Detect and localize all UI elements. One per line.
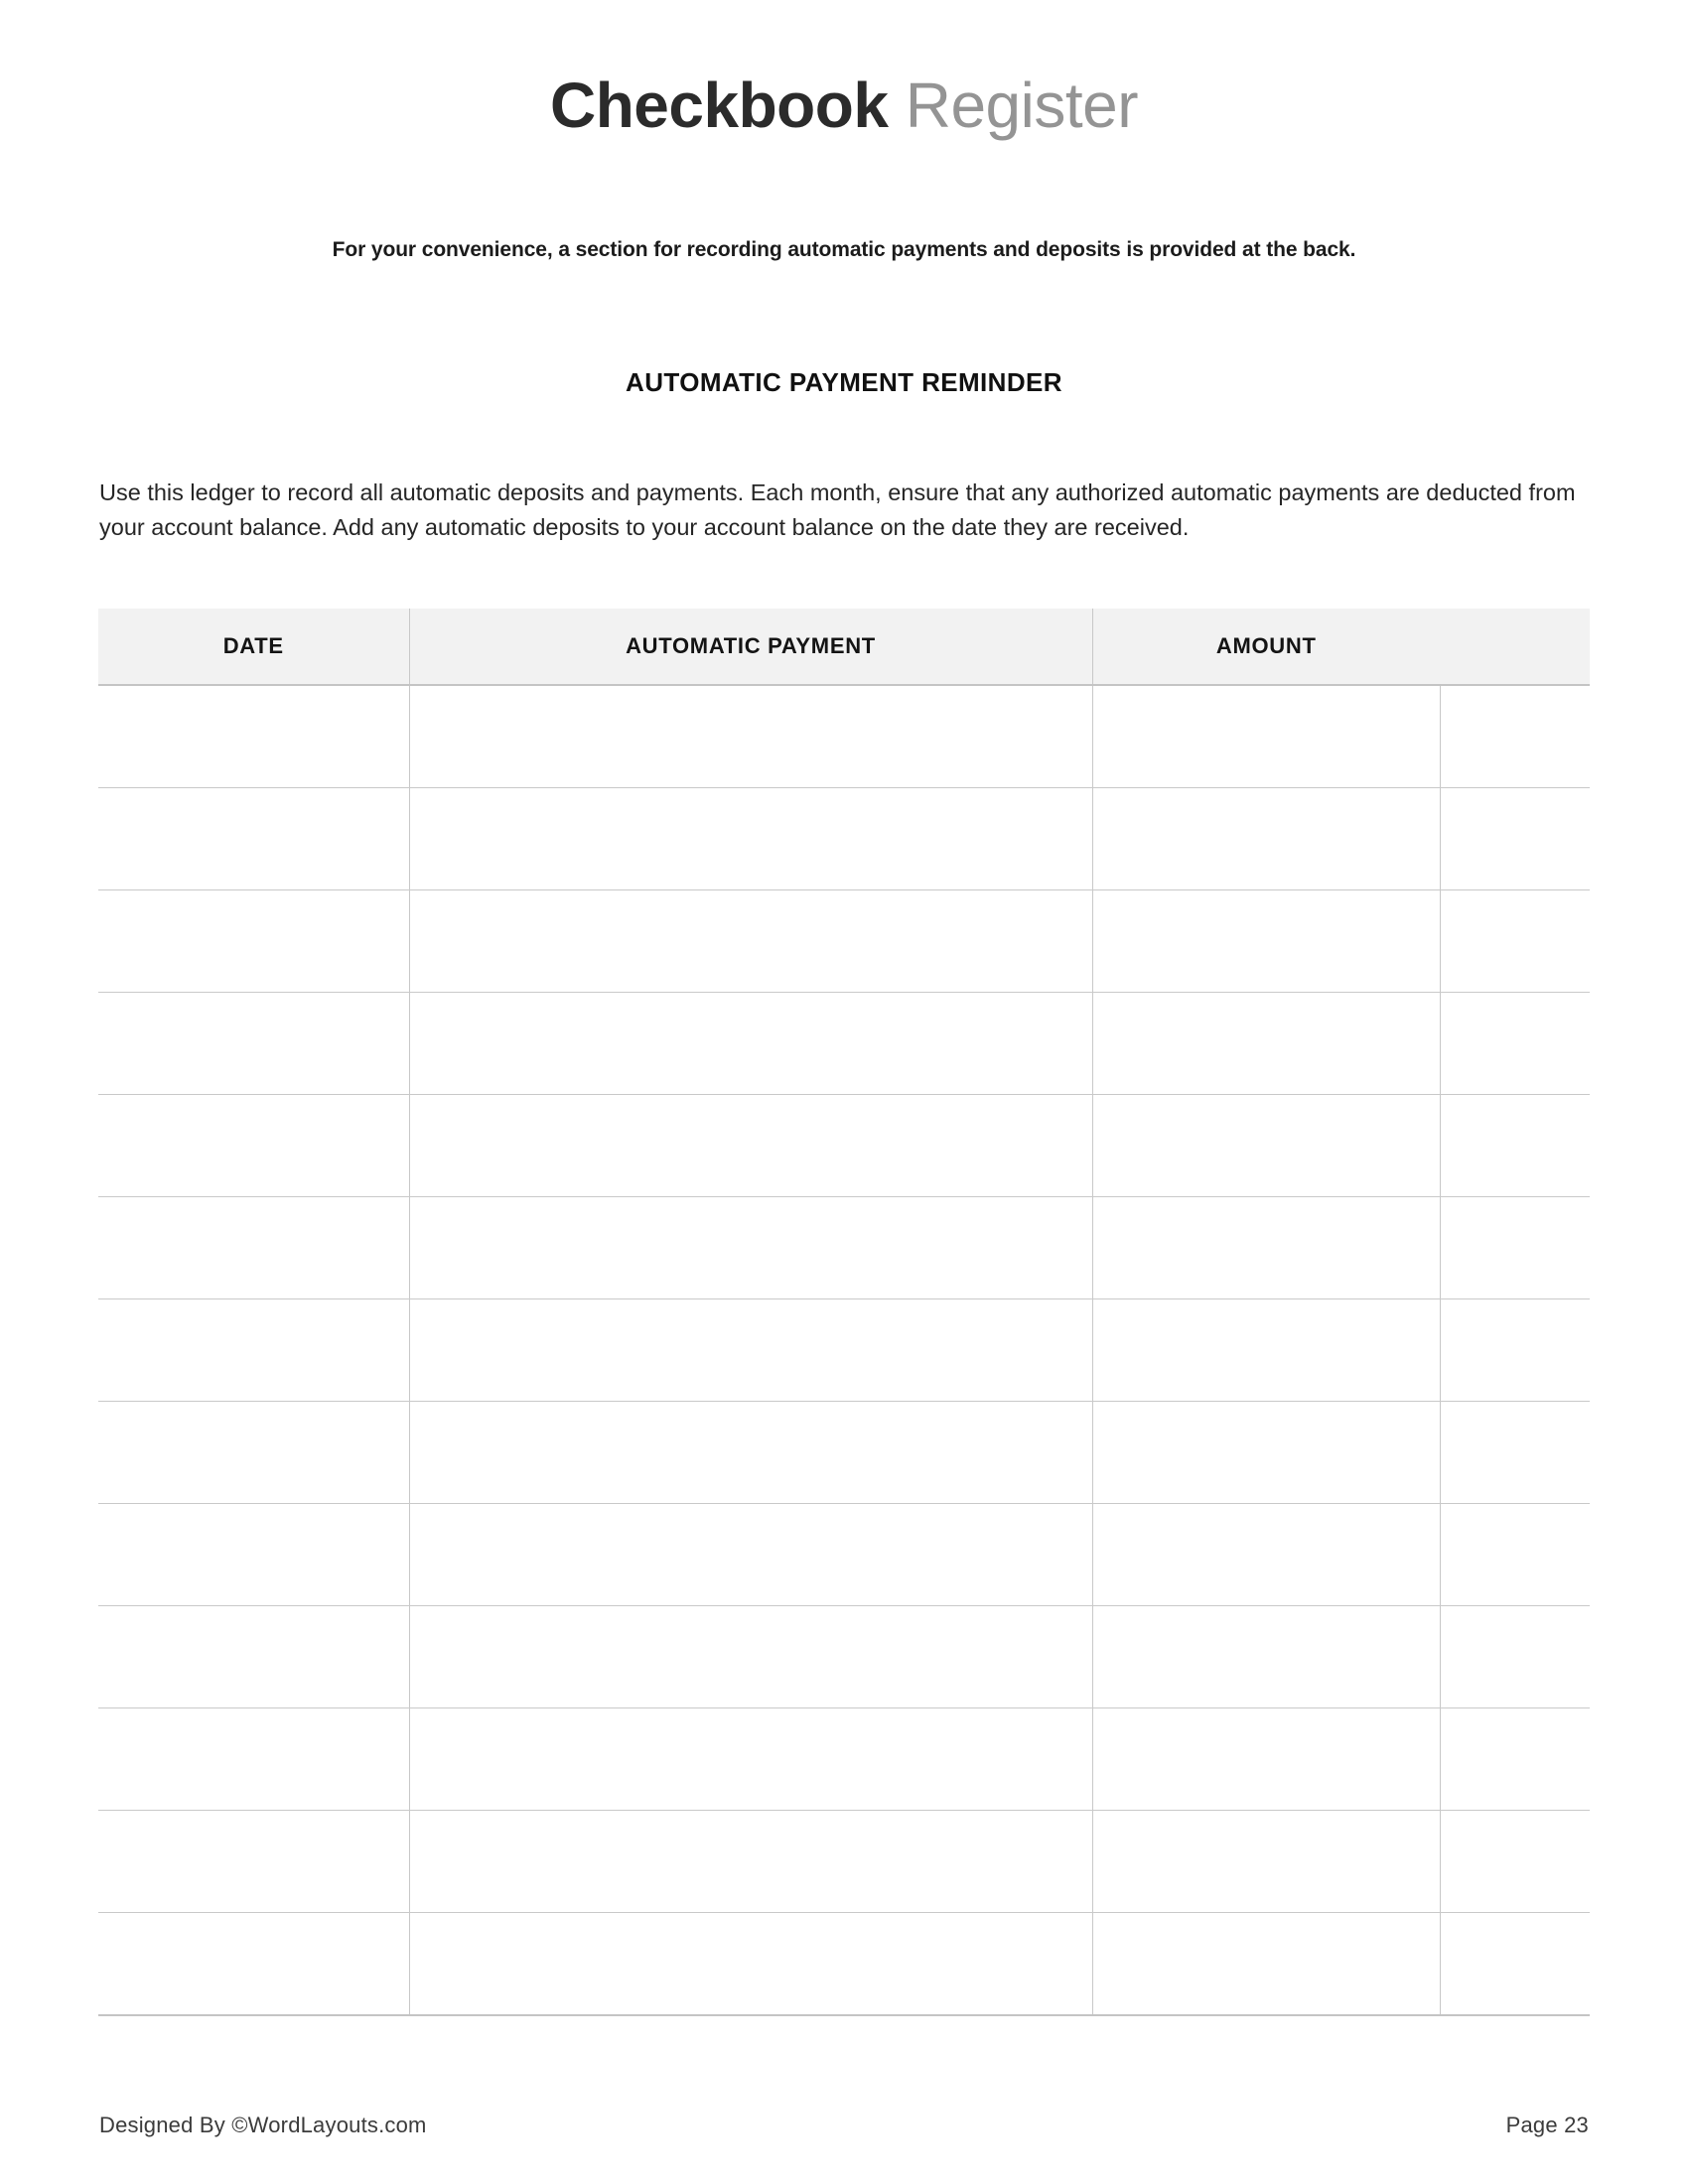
table-header (98, 609, 1590, 685)
ledger-cell-cents[interactable] (1440, 993, 1590, 1095)
table-row (98, 1402, 1590, 1504)
column-header-amount: AMOUNT (1092, 609, 1440, 685)
table-row (98, 1913, 1590, 2016)
table-row (98, 788, 1590, 890)
ledger-cell-date[interactable] (98, 1913, 409, 2016)
ledger-cell-amount[interactable] (1092, 1811, 1440, 1913)
ledger-cell-amount[interactable] (1092, 1197, 1440, 1299)
ledger-cell-date[interactable] (98, 1197, 409, 1299)
ledger-cell-cents[interactable] (1440, 890, 1590, 993)
ledger-cell-cents[interactable] (1440, 788, 1590, 890)
page-footer (99, 2113, 1589, 2138)
ledger-cell-amount[interactable] (1092, 685, 1440, 788)
table-row (98, 685, 1590, 788)
ledger-cell-payment[interactable] (409, 685, 1092, 788)
ledger-cell-cents[interactable] (1440, 1095, 1590, 1197)
table-row (98, 1504, 1590, 1606)
ledger-cell-date[interactable] (98, 788, 409, 890)
ledger-cell-date[interactable] (98, 685, 409, 788)
ledger-cell-payment[interactable] (409, 1197, 1092, 1299)
column-header-date: DATE (98, 609, 409, 685)
ledger-cell-date[interactable] (98, 1606, 409, 1708)
ledger-cell-date[interactable] (98, 1504, 409, 1606)
ledger-cell-date[interactable] (98, 1708, 409, 1811)
table-row (98, 993, 1590, 1095)
ledger-cell-amount[interactable] (1092, 1095, 1440, 1197)
ledger-cell-payment[interactable] (409, 1606, 1092, 1708)
section-heading: AUTOMATIC PAYMENT REMINDER (626, 366, 1062, 397)
ledger-cell-payment[interactable] (409, 993, 1092, 1095)
table-body (98, 685, 1590, 2015)
ledger-cell-payment[interactable] (409, 1504, 1092, 1606)
table-row (98, 1606, 1590, 1708)
page-title-secondary: Register (905, 68, 1139, 141)
ledger-cell-date[interactable] (98, 1095, 409, 1197)
ledger-cell-amount[interactable] (1092, 1606, 1440, 1708)
table-row (98, 1811, 1590, 1913)
ledger-cell-amount[interactable] (1092, 890, 1440, 993)
ledger-cell-amount[interactable] (1092, 1504, 1440, 1606)
ledger-cell-amount[interactable] (1092, 788, 1440, 890)
ledger-cell-payment[interactable] (409, 890, 1092, 993)
footer-page-number: Page 23 (1505, 2113, 1589, 2137)
page-title (0, 70, 1688, 142)
ledger-cell-payment[interactable] (409, 1913, 1092, 2016)
ledger-cell-payment[interactable] (409, 1095, 1092, 1197)
instructions-paragraph: Use this ledger to record all automatic deposits and payments. Each month, ensure that any authorized automatic payments are deducted from your account balance. Add any automatic deposits to your account balance on the date they are received. (99, 478, 1576, 541)
ledger-cell-payment[interactable] (409, 1708, 1092, 1811)
ledger-cell-cents[interactable] (1440, 1811, 1590, 1913)
ledger-cell-amount[interactable] (1092, 1299, 1440, 1402)
ledger-cell-cents[interactable] (1440, 1299, 1590, 1402)
ledger-cell-cents[interactable] (1440, 1197, 1590, 1299)
ledger-cell-date[interactable] (98, 1402, 409, 1504)
table-row (98, 1197, 1590, 1299)
ledger-cell-amount[interactable] (1092, 993, 1440, 1095)
ledger-cell-date[interactable] (98, 890, 409, 993)
table-row (98, 1095, 1590, 1197)
ledger-cell-payment[interactable] (409, 1402, 1092, 1504)
table-row (98, 890, 1590, 993)
column-header-payment: AUTOMATIC PAYMENT (409, 609, 1092, 685)
ledger-cell-amount[interactable] (1092, 1913, 1440, 2016)
automatic-payment-table (98, 609, 1590, 2016)
table-row (98, 1708, 1590, 1811)
page-title-primary: Checkbook (549, 68, 889, 141)
ledger-cell-payment[interactable] (409, 1811, 1092, 1913)
ledger-cell-payment[interactable] (409, 788, 1092, 890)
ledger-cell-amount[interactable] (1092, 1402, 1440, 1504)
table-header-row (98, 609, 1590, 685)
ledger-cell-payment[interactable] (409, 1299, 1092, 1402)
ledger-cell-cents[interactable] (1440, 1913, 1590, 2016)
column-header-cents (1440, 609, 1590, 685)
ledger-cell-date[interactable] (98, 1299, 409, 1402)
ledger-cell-cents[interactable] (1440, 1708, 1590, 1811)
intro-note: For your convenience, a section for recording automatic payments and deposits is provided at the back. (332, 238, 1356, 261)
ledger-cell-amount[interactable] (1092, 1708, 1440, 1811)
footer-credit: Designed By ©WordLayouts.com (99, 2113, 427, 2137)
table-row (98, 1299, 1590, 1402)
ledger-cell-cents[interactable] (1440, 1606, 1590, 1708)
ledger-cell-cents[interactable] (1440, 1402, 1590, 1504)
ledger-cell-cents[interactable] (1440, 685, 1590, 788)
ledger-cell-date[interactable] (98, 993, 409, 1095)
ledger-cell-date[interactable] (98, 1811, 409, 1913)
ledger-cell-cents[interactable] (1440, 1504, 1590, 1606)
